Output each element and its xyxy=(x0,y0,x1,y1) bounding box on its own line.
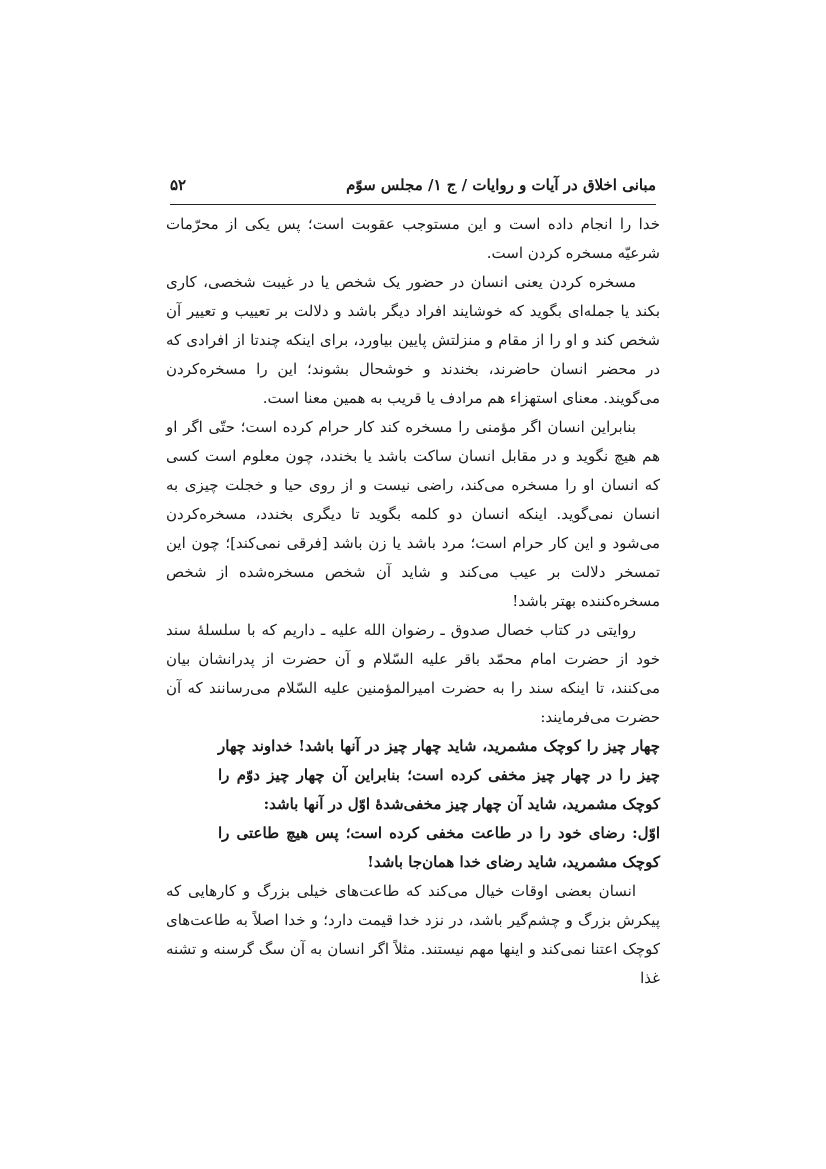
hadith-quote: چهار چیز را کوچک مشمرید، شاید چهار چیز در آنها باشد! خداوند چهار چیز را در چهار چیز مخفی کرده است؛ بنابراین آن چهار چیز دوّم را کوچک مشمرید، شاید آن چهار چیز مخفی‌شدهٔ اوّل در آنها باشد: xyxy=(218,737,660,813)
hadith-quote: اوّل: رضای خود را در طاعت مخفی کرده است؛ پس هیچ طاعتی را کوچک مشمرید، شاید رضای خدا همان‌جا باشد! xyxy=(218,824,660,871)
paragraph: مسخره کردن یعنی انسان در حضور یک شخص یا در غیبت شخصی، کاری بکند یا جمله‌ای بگوید که خوشایند افراد دیگر باشد و دلالت بر تعییب و تعییر آن شخص کند و او را از مقام و منزلتش پایین بیاورد، برای اینکه چندتا از افرادی که در محضر انسان حاضرند، بخندند و خوشحال بشوند؛ این را مسخره‌کردن می‌گویند. معنای استهزاء هم مرادف یا قریب به همین معنا است. xyxy=(166,273,660,407)
body-text xyxy=(166,210,660,993)
paragraph: خدا را انجام داده است و این مستوجب عقوبت است؛ پس یکی از محرّمات شرعیّه مسخره کردن است. xyxy=(166,215,660,262)
paragraph: بنابراین انسان اگر مؤمنی را مسخره کند کار حرام کرده است؛ حتّی اگر او هم هیچ نگوید و در مقابل انسان ساکت باشد یا بخندد، چون معلوم است کسی که انسان او را مسخره می‌کند، راضی نیست و از روی حیا و خجلت چیزی به انسان نمی‌گوید. اینکه انسان دو کلمه بگوید تا دیگری بخندد، مسخره‌کردن می‌شود و این کار حرام است؛ مرد باشد یا زن باشد [فرقی نمی‌کند]؛ چون این تمسخر دلالت بر عیب می‌کند و شاید آن شخص مسخره‌شده از شخص مسخره‌کننده بهتر باشد! xyxy=(166,418,660,610)
paragraph: روایتی در کتاب خصال صدوق ـ رضوان الله علیه ـ داریم که با سلسلهٔ سند خود از حضرت امام محمّد باقر علیه السّلام و آن حضرت از پدرانشان بیان می‌کنند، تا اینکه سند را به حضرت امیرالمؤمنین علیه السّلام می‌رسانند که آن حضرت می‌فرمایند: xyxy=(166,621,660,726)
running-header xyxy=(170,174,656,204)
page-number: ۵۲ xyxy=(170,176,187,194)
running-title: مبانی اخلاق در آیات و روایات / ج ۱/ مجلس سوّم xyxy=(346,176,656,194)
paragraph: انسان بعضی اوقات خیال می‌کند که طاعت‌های خیلی بزرگ و کارهایی که پیکرش بزرگ و چشم‌گیر باشد، در نزد خدا قیمت دارد؛ و خدا اصلاً به طاعت‌های کوچک اعتنا نمی‌کند و اینها مهم نیستند. مثلاً اگر انسان به آن سگ گرسنه و تشنه غذا xyxy=(166,882,660,987)
header-divider xyxy=(170,204,656,205)
